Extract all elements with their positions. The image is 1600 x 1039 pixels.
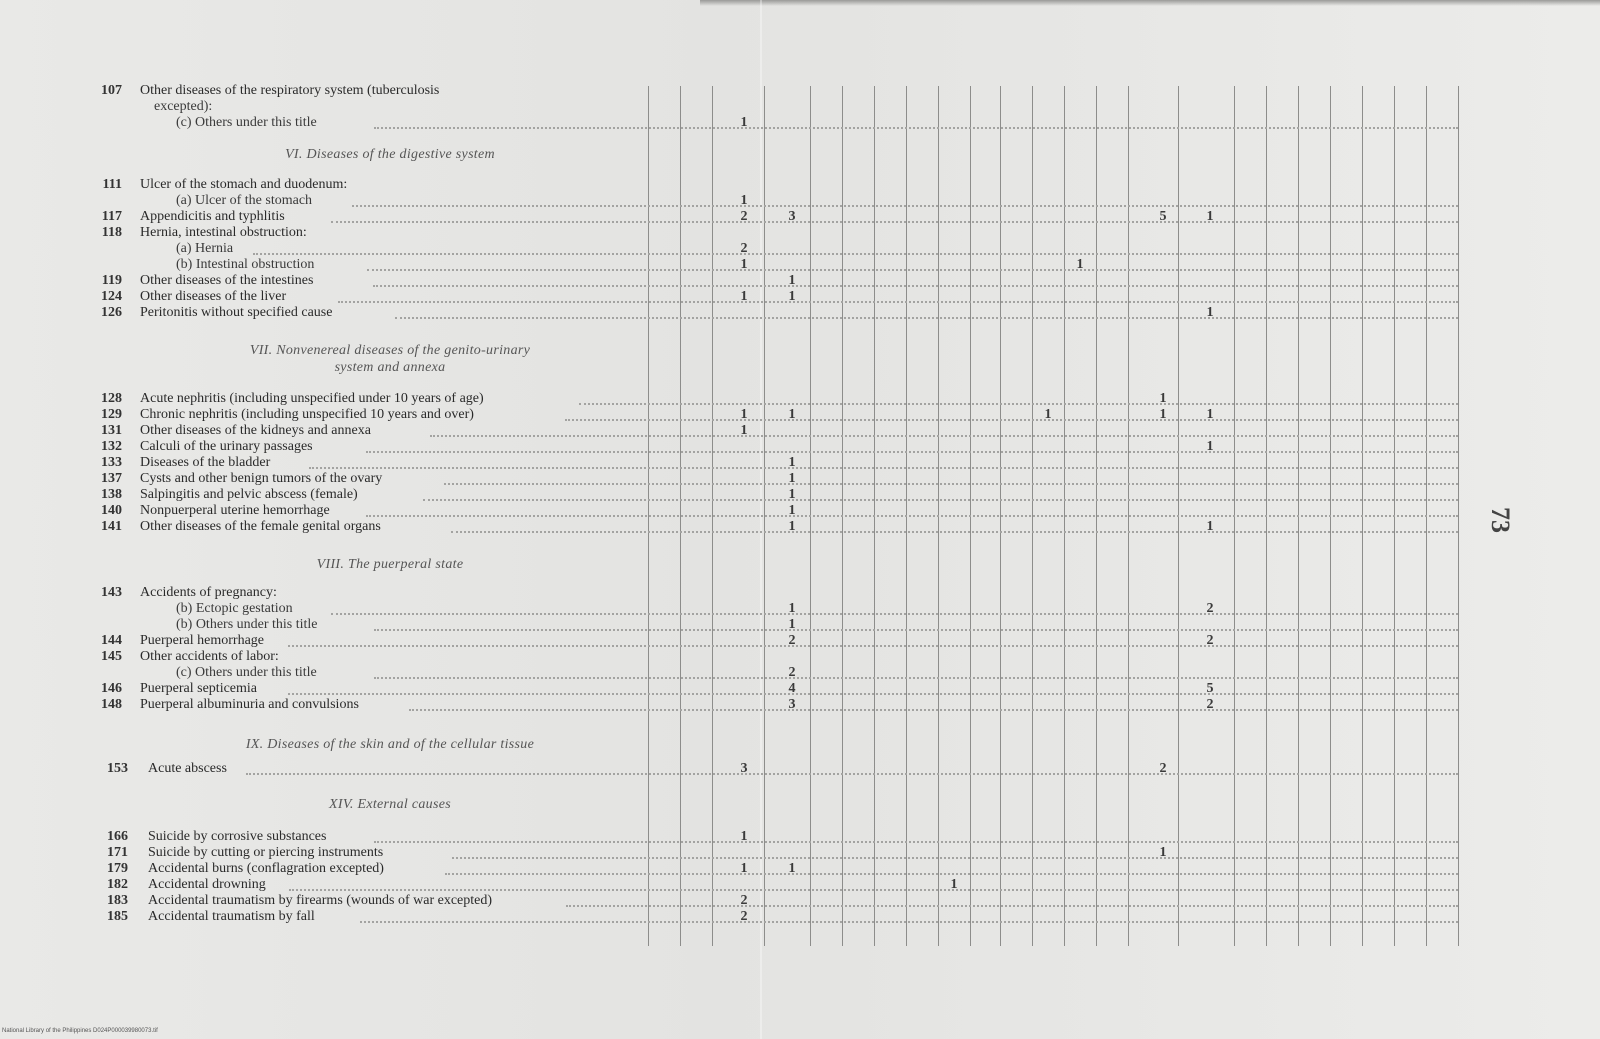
row-number: 185 [107,909,128,924]
row-label: Chronic nephritis (including unspecified 10 years and over) [140,407,474,422]
dot-leader [360,921,1458,923]
cell-value: 1 [788,407,796,422]
section-heading: XIV. External causes [329,797,451,812]
cell-value: 1 [1159,407,1167,422]
dot-leader [579,403,1458,405]
row-label: Puerperal septicemia [140,681,258,696]
row-label: Suicide by corrosive substances [148,829,327,844]
cell-value: 1 [788,861,796,876]
cell-value: 1 [740,861,748,876]
table-row [0,600,1600,617]
cell-value: 1 [788,519,796,534]
cell-value: 1 [1206,209,1214,224]
table-row [0,82,1600,99]
section-heading: VIII. The puerperal state [316,557,464,572]
table-row [0,518,1600,535]
cell-value: 5 [1206,681,1214,696]
dot-leader [374,677,1458,679]
cell-value: 1 [788,455,796,470]
table-row [0,632,1600,649]
row-label: Appendicitis and typhlitis [140,209,285,224]
table-row [0,648,1600,665]
dot-leader [445,873,1458,875]
table-row [0,98,1600,115]
table-row [0,288,1600,305]
row-label: Peritonitis without specified cause [140,305,333,320]
table-row [0,208,1600,225]
row-label: Accidental traumatism by fall [148,909,315,924]
cell-value: 3 [740,761,748,776]
cell-value: 2 [1159,761,1167,776]
row-number: 143 [101,585,122,600]
table-row [0,828,1600,845]
row-label: Accidental drowning [148,877,266,892]
table-row [0,240,1600,257]
section-heading: VII. Nonvenereal diseases of the genito-urinary system and annexa [249,343,531,375]
row-label: Puerperal hemorrhage [140,633,264,648]
table-row [0,680,1600,697]
dot-leader [423,499,1458,501]
table-row [0,664,1600,681]
row-label: (c) Others under this title [176,665,317,680]
row-number: 119 [101,273,122,288]
row-number: 153 [107,761,128,776]
dot-leader [338,301,1458,303]
cell-value: 1 [788,503,796,518]
cell-value: 2 [740,909,748,924]
cell-value: 2 [1206,697,1214,712]
row-label: (b) Intestinal obstruction [176,257,315,272]
row-label: Ulcer of the stomach and duodenum: [140,177,348,192]
row-number: 107 [101,83,122,98]
cell-value: 1 [1159,845,1167,860]
dot-leader [566,905,1458,907]
row-number: 129 [101,407,122,422]
table-row [0,860,1600,877]
row-label: excepted): [154,99,213,114]
table-row [0,256,1600,273]
cell-value: 2 [740,209,748,224]
table-row [0,616,1600,633]
cell-value: 1 [740,829,748,844]
row-label: Puerperal albuminuria and convulsions [140,697,359,712]
row-number: 132 [101,439,122,454]
cell-value: 1 [788,289,796,304]
row-label: (c) Others under this title [176,115,317,130]
row-number: 171 [107,845,128,860]
cell-value: 1 [1206,519,1214,534]
dot-leader [288,645,1458,647]
row-number: 126 [101,305,122,320]
cell-value: 1 [788,601,796,616]
cell-value: 1 [1206,439,1214,454]
cell-value: 4 [788,681,796,696]
table-row [0,696,1600,713]
row-label: Hernia, intestinal obstruction: [140,225,307,240]
table-row [0,584,1600,601]
cell-value: 1 [1076,257,1084,272]
dot-leader [452,857,1458,859]
table-row [0,176,1600,193]
cell-value: 1 [740,423,748,438]
row-number: 131 [101,423,122,438]
row-label: Other diseases of the liver [140,289,287,304]
dot-leader [374,127,1458,129]
row-label: Other diseases of the female genital organs [140,519,381,534]
dot-leader [374,841,1458,843]
row-label: Salpingitis and pelvic abscess (female) [140,487,358,502]
row-number: 146 [101,681,122,696]
row-label: Cysts and other benign tumors of the ovary [140,471,383,486]
row-label: Diseases of the bladder [140,455,271,470]
table-row [0,876,1600,893]
cell-value: 2 [740,893,748,908]
row-number: 111 [102,177,122,192]
row-label: (b) Others under this title [176,617,318,632]
row-number: 118 [101,225,122,240]
table-row [0,422,1600,439]
row-number: 141 [101,519,122,534]
row-number: 133 [101,455,122,470]
dot-leader [289,889,1458,891]
cell-value: 2 [788,633,796,648]
row-number: 117 [101,209,122,224]
section-heading: VI. Diseases of the digestive system [285,147,495,162]
row-label: Other accidents of labor: [140,649,279,664]
row-label: Other diseases of the intestines [140,273,314,288]
dot-leader [565,419,1458,421]
row-label: Acute nephritis (including unspecified under 10 years of age) [140,391,484,406]
row-number: 182 [107,877,128,892]
row-number: 148 [101,697,122,712]
table-row [0,438,1600,455]
dot-leader [366,515,1458,517]
cell-value: 1 [1159,391,1167,406]
cell-value: 1 [788,487,796,502]
cell-value: 1 [740,289,748,304]
page-number: 73 [1486,507,1515,533]
row-label: Accidental traumatism by firearms (wounds of war excepted) [148,893,493,908]
cell-value: 1 [788,617,796,632]
dot-leader [451,531,1458,533]
cell-value: 1 [788,273,796,288]
row-label: (b) Ectopic gestation [176,601,293,616]
row-number: 183 [107,893,128,908]
table-row [0,224,1600,241]
row-number: 140 [101,503,122,518]
row-number: 137 [101,471,122,486]
section-heading: IX. Diseases of the skin and of the cellular tissue [245,737,535,752]
table-row [0,390,1600,407]
cell-value: 1 [1206,407,1214,422]
table-row [0,470,1600,487]
dot-leader [444,483,1458,485]
dot-leader [309,467,1458,469]
row-label: Suicide by cutting or piercing instruments [148,845,384,860]
table-row [0,454,1600,471]
dot-leader [253,253,1458,255]
row-label: Other diseases of the respiratory system (tuberculosis [140,83,440,98]
table-row [0,192,1600,209]
footer-credit: National Library of the Philippines D024P000039980073.tif [2,1028,158,1034]
row-number: 138 [101,487,122,502]
row-label: Nonpuerperal uterine hemorrhage [140,503,330,518]
cell-value: 1 [740,407,748,422]
page-top-edge [700,0,1600,6]
dot-leader [374,629,1458,631]
row-label: Accidents of pregnancy: [140,585,277,600]
dot-leader [366,451,1458,453]
dot-leader [395,317,1459,319]
table-row [0,406,1600,423]
row-number: 144 [101,633,122,648]
cell-value: 1 [1044,407,1052,422]
dot-leader [409,709,1458,711]
cell-value: 1 [1206,305,1214,320]
row-number: 145 [101,649,122,664]
cell-value: 1 [740,257,748,272]
cell-value: 1 [788,471,796,486]
dot-leader [352,205,1458,207]
table-row [0,844,1600,861]
row-number: 124 [101,289,122,304]
row-number: 179 [107,861,128,876]
row-label: Accidental burns (conflagration excepted) [148,861,384,876]
cell-value: 2 [1206,601,1214,616]
row-label: Calculi of the urinary passages [140,439,313,454]
table-row [0,486,1600,503]
table-row [0,760,1600,777]
cell-value: 1 [740,115,748,130]
row-label: (a) Ulcer of the stomach [176,193,313,208]
dot-leader [373,285,1458,287]
dot-leader [331,613,1458,615]
cell-value: 2 [1206,633,1214,648]
dot-leader [246,773,1458,775]
row-label: Acute abscess [148,761,227,776]
table-row [0,114,1600,131]
cell-value: 1 [740,193,748,208]
cell-value: 5 [1159,209,1167,224]
cell-value: 3 [788,697,796,712]
row-number: 128 [101,391,122,406]
table-row [0,304,1600,321]
table-row [0,892,1600,909]
row-label: (a) Hernia [176,241,234,256]
cell-value: 2 [788,665,796,680]
dot-leader [367,269,1458,271]
cell-value: 2 [740,241,748,256]
table-row [0,272,1600,289]
cell-value: 1 [950,877,958,892]
cell-value: 3 [788,209,796,224]
dot-leader [288,693,1458,695]
row-label: Other diseases of the kidneys and annexa [140,423,371,438]
table-row [0,502,1600,519]
row-number: 166 [107,829,128,844]
dot-leader [430,435,1458,437]
table-row [0,908,1600,925]
dot-leader [331,221,1458,223]
